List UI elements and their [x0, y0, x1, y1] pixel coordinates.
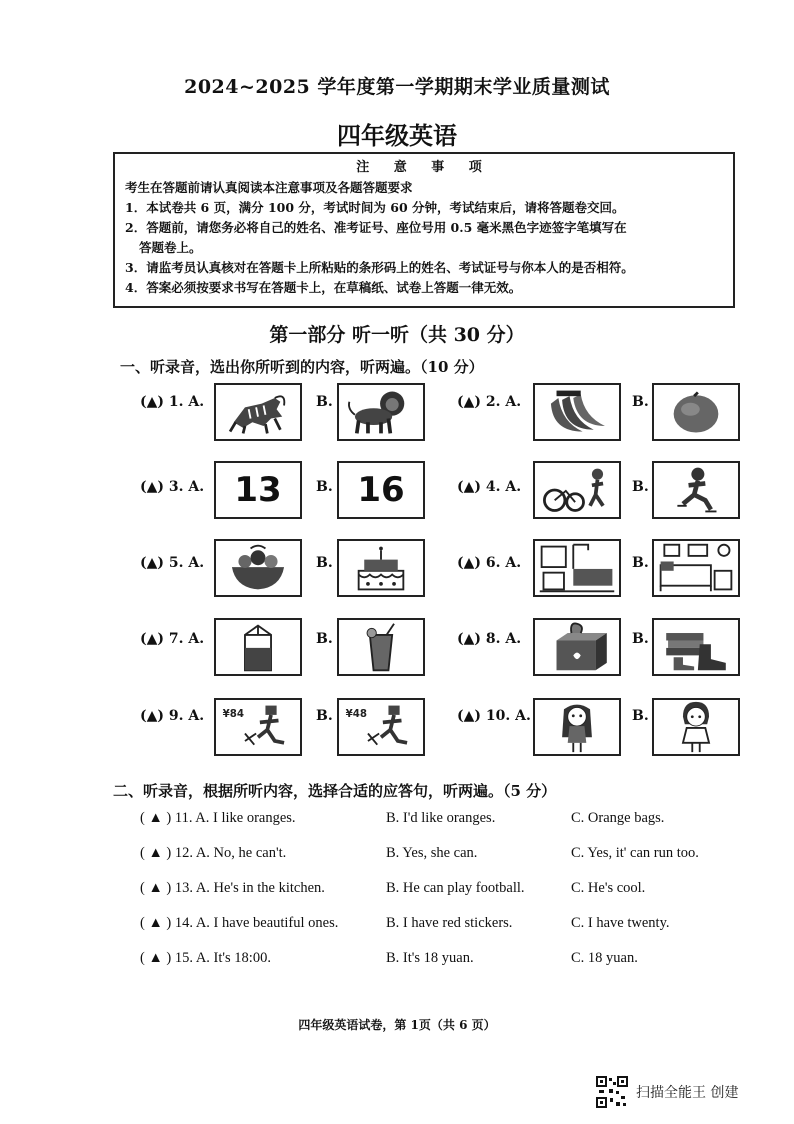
option-b-label: B.	[632, 479, 649, 495]
question-13-option-c: C. He's cool.	[571, 880, 646, 896]
books-boots-icon	[654, 620, 738, 674]
question-12-option-c: C. Yes, it' can run too.	[571, 845, 699, 861]
option-b-label: B.	[632, 631, 649, 647]
option-a-picture[interactable]	[533, 539, 621, 597]
question-11-option-c: C. Orange bags.	[571, 810, 665, 826]
question-label: (▲) 6. A.	[457, 555, 522, 571]
scanner-label: 扫描全能王 创建	[636, 1085, 739, 1101]
option-b-label: B.	[316, 555, 333, 571]
section-2-title: 二、听录音，根据所听内容，选择合适的应答句，听两遍。（5 分）	[113, 782, 557, 800]
girl-short-hair-icon	[654, 700, 738, 754]
notice-box	[113, 152, 735, 308]
number-13: 13	[234, 470, 282, 510]
option-b-picture[interactable]	[337, 539, 425, 597]
orange-icon	[654, 385, 738, 439]
option-b-picture[interactable]	[652, 698, 740, 756]
option-a-picture[interactable]	[214, 698, 302, 756]
milk-carton-icon	[216, 620, 300, 674]
notice-title: 注 意 事 项	[356, 160, 492, 175]
question-label: (▲) 1. A.	[140, 394, 205, 410]
question-11-option-a: ( ▲ ) 11. A. I like oranges.	[140, 810, 296, 826]
question-label: (▲) 4. A.	[457, 479, 522, 495]
boy-skating-icon	[654, 463, 738, 517]
question-14-option-b: B. I have red stickers.	[386, 915, 513, 931]
number-16: 16	[357, 470, 405, 510]
bathroom-icon	[535, 541, 619, 595]
question-label: (▲) 3. A.	[140, 479, 205, 495]
notice-line: 4．答案必须按要求书写在答题卡上，在草稿纸、试卷上答题一律无效。	[125, 280, 522, 295]
girl-long-hair-icon	[535, 700, 619, 754]
question-14-option-a: ( ▲ ) 14. A. I have beautiful ones.	[140, 915, 339, 931]
exam-title: 2024~2025 学年度第一学期期末学业质量测试	[184, 76, 610, 98]
option-a-picture[interactable]	[533, 383, 621, 441]
option-a-picture[interactable]	[214, 461, 302, 519]
option-b-picture[interactable]	[652, 461, 740, 519]
subject-title: 四年级英语	[337, 121, 457, 150]
cake-icon	[339, 541, 423, 595]
option-a-picture[interactable]	[533, 698, 621, 756]
option-b-picture[interactable]	[337, 698, 425, 756]
page-footer: 四年级英语试卷，第 1页（共 6 页）	[298, 1018, 496, 1032]
option-b-picture[interactable]	[337, 461, 425, 519]
option-b-label: B.	[316, 479, 333, 495]
option-b-label: B.	[316, 631, 333, 647]
question-label: (▲) 8. A.	[457, 631, 522, 647]
question-15-option-a: ( ▲ ) 15. A. It's 18:00.	[140, 950, 271, 966]
question-15-option-b: B. It's 18 yuan.	[386, 950, 474, 966]
robot-toy-icon	[216, 700, 300, 754]
option-b-picture[interactable]	[337, 383, 425, 441]
question-13-option-b: B. He can play football.	[386, 880, 525, 896]
option-b-picture[interactable]	[652, 383, 740, 441]
bedroom-icon	[654, 541, 738, 595]
question-15-option-c: C. 18 yuan.	[571, 950, 638, 966]
lion-icon	[339, 385, 423, 439]
scanner-watermark	[596, 1076, 738, 1108]
price-tag: ¥84	[222, 707, 244, 720]
option-a-picture[interactable]	[214, 383, 302, 441]
notice-line: 3．请监考员认真核对在答题卡上所粘贴的条形码上的姓名、考试证号与你本人的是否相符。	[125, 260, 634, 275]
question-13-option-a: ( ▲ ) 13. A. He's in the kitchen.	[140, 880, 325, 896]
option-a-picture[interactable]	[214, 539, 302, 597]
option-b-label: B.	[632, 555, 649, 571]
qr-code-icon	[596, 1076, 628, 1108]
question-label: (▲) 9. A.	[140, 708, 205, 724]
option-a-picture[interactable]	[533, 461, 621, 519]
notice-line: 1．本试卷共 6 页，满分 100 分，考试时间为 60 分钟，考试结束后，请将答题卷交回。	[125, 200, 625, 215]
question-14-option-c: C. I have twenty.	[571, 915, 670, 931]
notice-line: 答题卷上。	[139, 240, 202, 255]
salad-icon	[216, 541, 300, 595]
juice-glass-icon	[339, 620, 423, 674]
bananas-icon	[535, 385, 619, 439]
option-b-picture[interactable]	[652, 539, 740, 597]
option-b-label: B.	[632, 708, 649, 724]
robot-toy-icon	[339, 700, 423, 754]
option-b-picture[interactable]	[652, 618, 740, 676]
part-heading: 第一部分 听一听（共 30 分）	[269, 324, 525, 346]
question-label: (▲) 5. A.	[140, 555, 205, 571]
section-1-title: 一、听录音，选出你所听到的内容，听两遍。（10 分）	[120, 358, 484, 376]
option-b-picture[interactable]	[337, 618, 425, 676]
option-a-picture[interactable]	[533, 618, 621, 676]
question-label: (▲) 10. A.	[457, 708, 531, 724]
boy-bike-icon	[535, 463, 619, 517]
tiger-icon	[216, 385, 300, 439]
option-b-label: B.	[316, 394, 333, 410]
option-b-label: B.	[316, 708, 333, 724]
gift-box-icon	[535, 620, 619, 674]
question-12-option-a: ( ▲ ) 12. A. No, he can't.	[140, 845, 287, 861]
question-11-option-b: B. I'd like oranges.	[386, 810, 496, 826]
option-a-picture[interactable]	[214, 618, 302, 676]
question-12-option-b: B. Yes, she can.	[386, 845, 478, 861]
notice-line: 2．答题前，请您务必将自己的姓名、准考证号、座位号用 0.5 毫米黑色字迹签字笔填写在	[125, 220, 627, 235]
notice-line: 考生在答题前请认真阅读本注意事项及各题答题要求	[125, 180, 413, 195]
question-label: (▲) 2. A.	[457, 394, 522, 410]
option-b-label: B.	[632, 394, 649, 410]
price-tag: ¥48	[345, 707, 367, 720]
question-label: (▲) 7. A.	[140, 631, 205, 647]
